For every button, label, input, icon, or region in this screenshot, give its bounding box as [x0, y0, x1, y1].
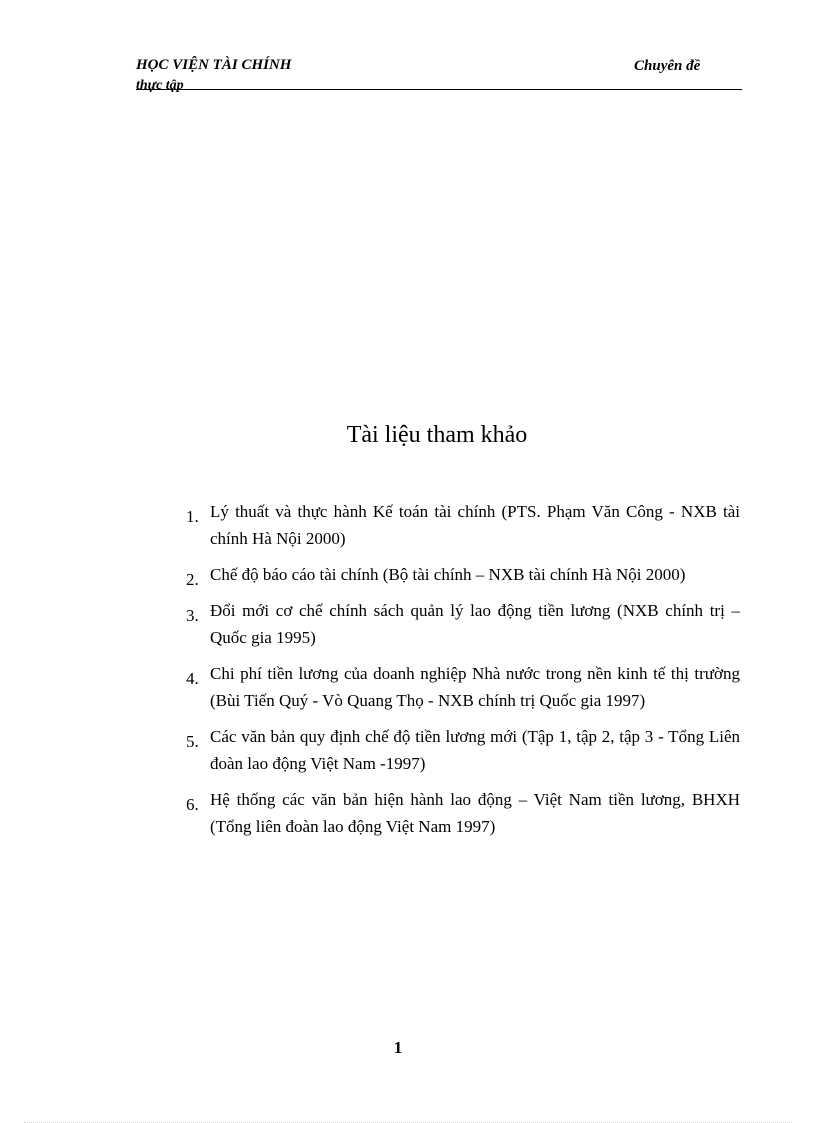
reference-text: Lý thuất và thực hành Kế toán tài chính (PTS. Phạm Văn Công - NXB tài chính Hà Nội 2000) [210, 502, 740, 548]
reference-item [186, 498, 740, 552]
reference-number: 4. [186, 669, 199, 688]
reference-number: 5. [186, 732, 199, 751]
reference-item [186, 660, 740, 714]
reference-number: 1. [186, 507, 199, 526]
reference-text: Hệ thống các văn bản hiện hành lao động – Việt Nam tiền lương, BHXH (Tổng liên đoàn lao động Việt Nam 1997) [210, 790, 740, 836]
reference-number: 3. [186, 606, 199, 625]
reference-text: Chế độ báo cáo tài chính (Bộ tài chính – NXB tài chính Hà Nội 2000) [210, 565, 686, 584]
reference-item [186, 786, 740, 840]
reference-item [186, 723, 740, 777]
reference-number: 2. [186, 570, 199, 589]
page-title: Tài liệu tham khảo [346, 422, 528, 448]
header-institution: HỌC VIỆN TÀI CHÍNH [136, 57, 292, 73]
reference-text: Các văn bản quy định chế độ tiền lương mới (Tập 1, tập 2, tập 3 - Tổng Liên đoàn lao động Việt Nam -1997) [210, 727, 740, 773]
header-doc-type-continuation: thực tập [136, 78, 184, 93]
header-doc-type: Chuyên đề [634, 58, 701, 74]
page-number: 1 [393, 1038, 403, 1057]
header-divider [136, 89, 742, 90]
reference-number: 6. [186, 795, 199, 814]
reference-item [186, 597, 740, 651]
reference-list [186, 498, 740, 849]
reference-item [186, 561, 740, 588]
reference-text: Chi phí tiền lương của doanh nghiệp Nhà nước trong nền kinh tế thị trường (Bùi Tiến Quý - Vò Quang Thọ - NXB chính trị Quốc gia 1997) [210, 664, 740, 710]
reference-text: Đổi mới cơ chế chính sách quản lý lao động tiền lương (NXB chính trị – Quốc gia 1995) [210, 601, 740, 647]
